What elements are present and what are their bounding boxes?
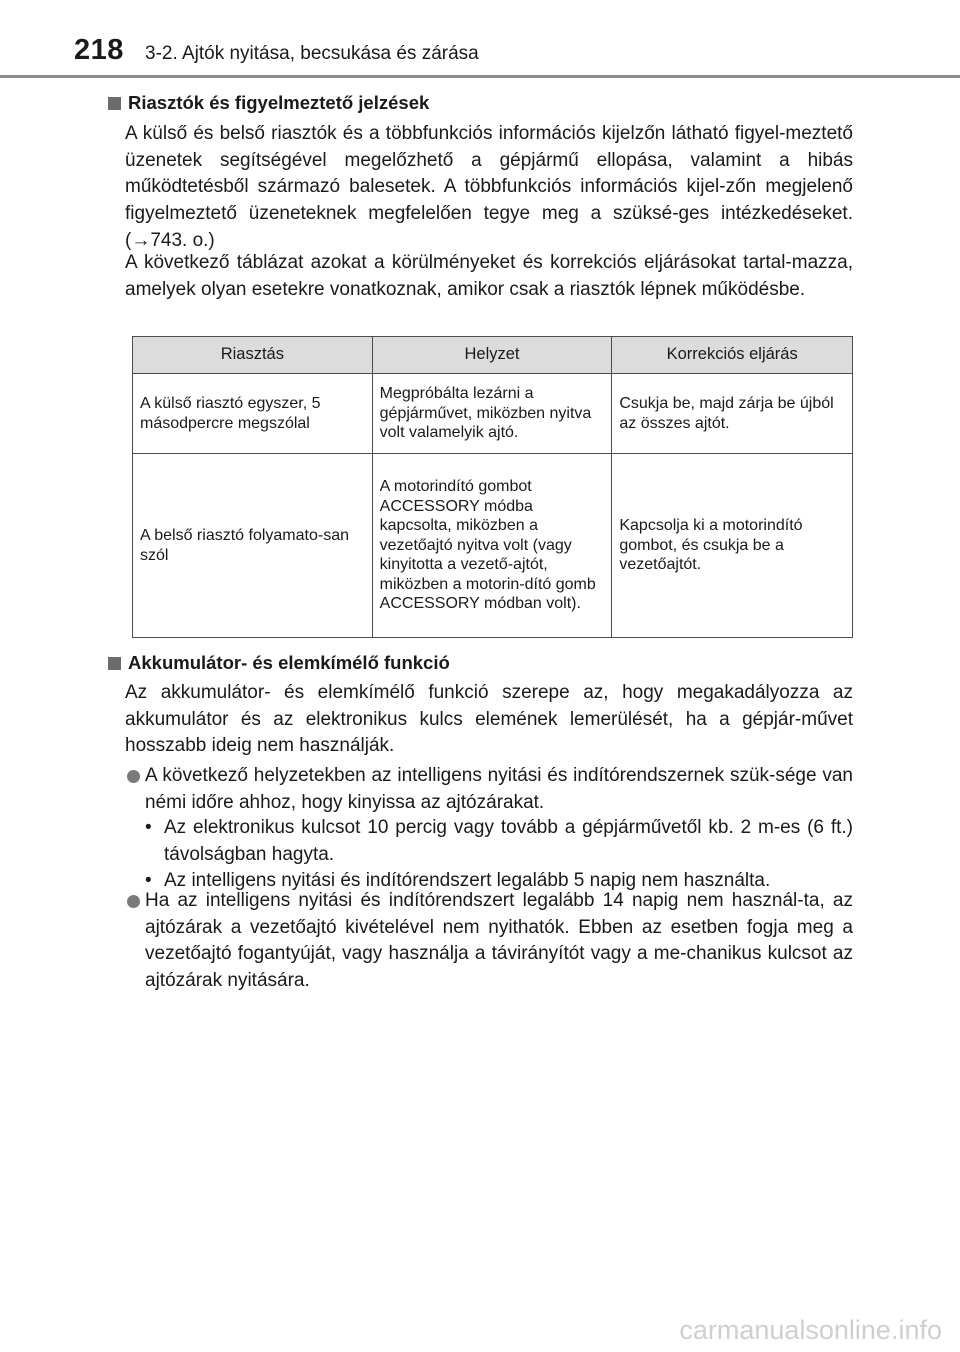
- header-divider: [0, 75, 960, 78]
- page-header: [0, 0, 960, 78]
- dot-bullet-icon: •: [145, 817, 152, 838]
- square-bullet-icon: [108, 657, 121, 670]
- table-cell: Kapcsolja ki a motorindító gombot, és csukja be a vezetőajtót.: [612, 454, 853, 638]
- table-cell: A motorindító gombot ACCESSORY módba kapcsolta, miközben a vezetőajtó nyitva volt (vagy kinyitotta a vezető-ajtót, miközben a motorin-dító gomb ACCESSORY módban volt).: [372, 454, 612, 638]
- watermark: carmanualsonline.info: [679, 1315, 942, 1345]
- circle-bullet-icon: [127, 770, 140, 783]
- list-item-text: Az intelligens nyitási és indítórendszert legalább 5 napig nem használta.: [164, 870, 771, 892]
- table-cell: A külső riasztó egyszer, 5 másodpercre megszólal: [133, 374, 373, 454]
- table-header-cell: Riasztás: [133, 337, 373, 374]
- table-header-cell: Helyzet: [372, 337, 612, 374]
- section-heading-text: Riasztók és figyelmeztető jelzések: [128, 92, 430, 113]
- section-title: 3-2. Ajtók nyitása, becsukása és zárása: [145, 43, 479, 64]
- table-cell: Megpróbálta lezárni a gépjárművet, miközben nyitva volt valamelyik ajtó.: [372, 374, 612, 454]
- paragraph-table-intro: A következő táblázat azokat a körülményeket és korrekciós eljárásokat tartal-mazza, amelyek olyan esetekre vonatkoznak, amikor csak a riasztók lépnek működésbe.: [125, 252, 853, 300]
- sub-bullet-list: [145, 815, 853, 895]
- table-row: [133, 374, 853, 454]
- bullet-text: Ha az intelligens nyitási és indítórendszert legalább 14 napig nem használ-ta, az ajtózárak a vezetőajtó kivételével nem nyithatók. Ebben az esetben fogja meg a vezetőajtó fogantyúját, vagy használja a távirányítót vagy a me-chanikus kulcsot az ajtózárak nyitására.: [145, 890, 853, 992]
- list-item-text: Az elektronikus kulcsot 10 percig vagy tovább a gépjárművetől kb. 2 m-es (6 ft.) távolságban hagyta.: [164, 817, 853, 865]
- table-header-row: [133, 337, 853, 374]
- section-heading-text: Akkumulátor- és elemkímélő funkció: [128, 652, 450, 673]
- section-heading-battery: [108, 652, 450, 674]
- paragraph-alarms-intro: A külső és belső riasztók és a többfunkciós információs kijelzőn látható figyel-meztető üzenetek segítségével megelőzhető a gépjármű ellopása, valamint a hibás működtetésből származó balesetek. A többfunkciós információs kijel-zőn megjelenő figyelmeztető üzeneteknek megfelelően tegye meg a szüksé-ges intézkedéseket. (→743. o.): [125, 123, 853, 251]
- page-number: 218: [74, 34, 124, 66]
- table-cell: A belső riasztó folyamato-san szól: [133, 454, 373, 638]
- table-row: [133, 454, 853, 638]
- alarm-table: [132, 336, 853, 638]
- table-header-cell: Korrekciós eljárás: [612, 337, 853, 374]
- section-heading-alarms: [108, 92, 429, 114]
- paragraph-battery-intro: Az akkumulátor- és elemkímélő funkció szerepe az, hogy megakadályozza az akkumulátor és az elektronikus kulcs elemének lemerülését, ha a gépjár-művet hosszabb ideig nem használják.: [125, 682, 853, 757]
- bullet-text: A következő helyzetekben az intelligens nyitási és indítórendszernek szük-sége van némi időre ahhoz, hogy kinyissa az ajtózárakat.: [145, 765, 853, 813]
- list-item: [145, 815, 853, 868]
- dot-bullet-icon: •: [145, 870, 152, 892]
- table-cell: Csukja be, majd zárja be újból az összes ajtót.: [612, 374, 853, 454]
- circle-bullet-icon: [127, 895, 140, 908]
- square-bullet-icon: [108, 97, 121, 110]
- circle-bullet-item: [108, 763, 853, 816]
- circle-bullet-item: [108, 888, 853, 995]
